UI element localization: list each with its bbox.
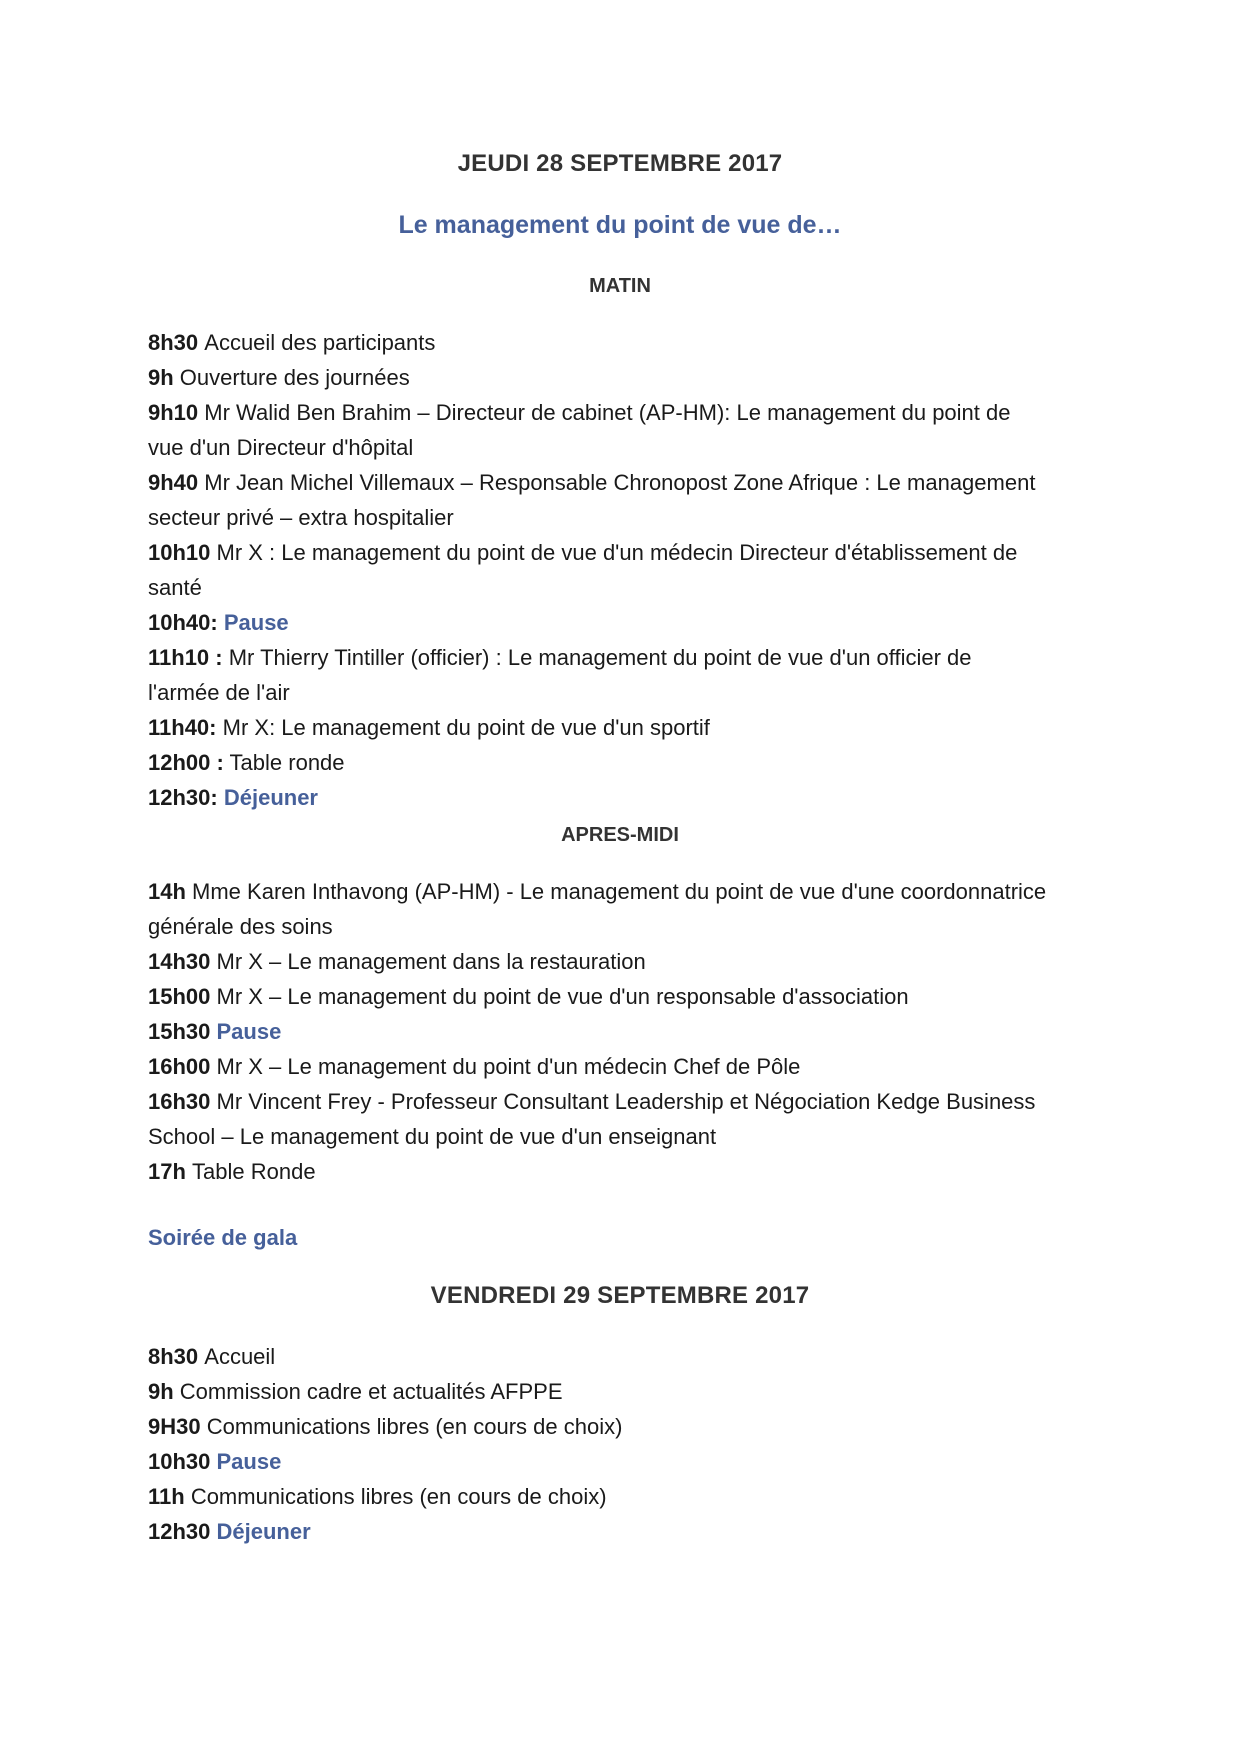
schedule-line: 10h10 Mr X : Le management du point de vue d'un médecin Directeur d'établissement de (148, 540, 1018, 565)
time-label: 17h (148, 1159, 193, 1184)
time-label: 15h00 (148, 984, 217, 1009)
lunch-label: Déjeuner (216, 1519, 311, 1544)
schedule-line: 9H30 Communications libres (en cours de choix) (148, 1414, 623, 1439)
schedule-line: santé (148, 575, 202, 600)
schedule-line: 17h Table Ronde (148, 1159, 316, 1184)
time-label: 9h (148, 1379, 180, 1404)
time-label: 16h00 (148, 1054, 217, 1079)
schedule-line: secteur privé – extra hospitalier (148, 505, 454, 530)
schedule-line: 11h10 : Mr Thierry Tintiller (officier) : Le management du point de vue d'un officier de (148, 645, 972, 670)
schedule-line (148, 780, 1108, 815)
gala-evening: Soirée de gala (148, 1225, 298, 1250)
morning-heading: MATIN (589, 275, 651, 297)
schedule-line: 14h30 Mr X – Le management dans la restauration (148, 949, 646, 974)
day2-title: VENDREDI 29 SEPTEMBRE 2017 (430, 1282, 810, 1309)
time-label: 14h (148, 879, 193, 904)
afternoon-schedule (148, 874, 1108, 1189)
schedule-line: 11h40: Mr X: Le management du point de vue d'un sportif (148, 715, 710, 740)
time-label: 15h30 (148, 1019, 217, 1044)
time-label: 9h40 (148, 470, 205, 495)
time-label: 12h30 (148, 1519, 217, 1544)
time-label: 12h00 : (148, 750, 224, 775)
time-label: 10h10 (148, 540, 217, 565)
day1-title: JEUDI 28 SEPTEMBRE 2017 (457, 150, 783, 177)
schedule-line: 14h Mme Karen Inthavong (AP-HM) - Le management du point de vue d'une coordonnatrice (148, 879, 1047, 904)
schedule-line: 11h Communications libres (en cours de choix) (148, 1484, 607, 1509)
time-label: 11h10 : (148, 645, 223, 670)
schedule-line (148, 1514, 1108, 1549)
time-label: 8h30 (148, 1344, 205, 1369)
time-label: 11h (148, 1484, 191, 1509)
schedule-line: 9h10 Mr Walid Ben Brahim – Directeur de cabinet (AP-HM): Le management du point de (148, 400, 1011, 425)
schedule-line: 16h30 Mr Vincent Frey - Professeur Consultant Leadership et Négociation Kedge Business (148, 1089, 1036, 1114)
time-label: 11h40: (148, 715, 217, 740)
break-label: Pause (216, 1449, 282, 1474)
schedule-line: 8h30 Accueil (148, 1344, 276, 1369)
schedule-line: School – Le management du point de vue d'un enseignant (148, 1124, 717, 1149)
schedule-line: 9h Commission cadre et actualités AFPPE (148, 1379, 563, 1404)
schedule-line (148, 1014, 1108, 1049)
schedule-line: 9h40 Mr Jean Michel Villemaux – Responsable Chronopost Zone Afrique : Le management (148, 470, 1036, 495)
schedule-line: 8h30 Accueil des participants (148, 330, 436, 355)
day1-subtitle: Le management du point de vue de… (398, 211, 842, 239)
time-label: 14h30 (148, 949, 217, 974)
break-label: Pause (223, 610, 289, 635)
time-label: 9H30 (148, 1414, 207, 1439)
schedule-line: 16h00 Mr X – Le management du point d'un médecin Chef de Pôle (148, 1054, 801, 1079)
schedule-line: générale des soins (148, 914, 333, 939)
schedule-line: l'armée de l'air (148, 680, 290, 705)
time-label: 10h30 (148, 1449, 217, 1474)
time-label: 8h30 (148, 330, 205, 355)
lunch-label: Déjeuner (223, 785, 318, 810)
time-label: 12h30: (148, 785, 218, 810)
schedule-line: 15h00 Mr X – Le management du point de vue d'un responsable d'association (148, 984, 909, 1009)
morning-schedule (148, 325, 1108, 815)
break-label: Pause (216, 1019, 282, 1044)
afternoon-heading: APRES-MIDI (561, 824, 679, 846)
schedule-line: 12h00 : Table ronde (148, 750, 345, 775)
schedule-line (148, 1444, 1108, 1479)
time-label: 9h10 (148, 400, 205, 425)
time-label: 10h40: (148, 610, 218, 635)
schedule-line: 9h Ouverture des journées (148, 365, 410, 390)
day2-schedule (148, 1339, 1108, 1549)
time-label: 9h (148, 365, 180, 390)
schedule-line: vue d'un Directeur d'hôpital (148, 435, 414, 460)
time-label: 16h30 (148, 1089, 217, 1114)
schedule-line (148, 605, 1108, 640)
